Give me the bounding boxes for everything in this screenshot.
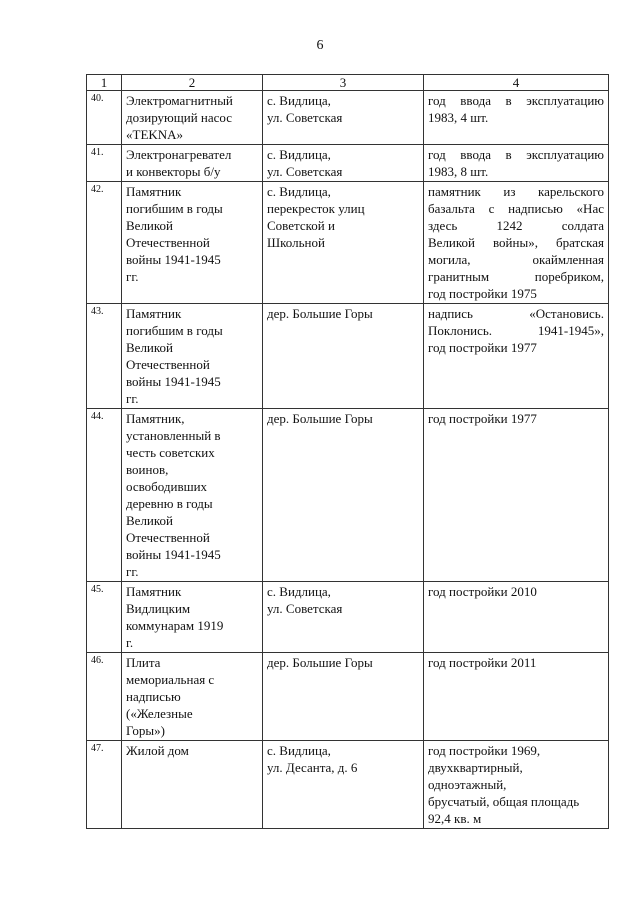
object-name-cell-line: надписью (126, 689, 181, 704)
row-number: 40. (87, 91, 122, 145)
table-row (87, 304, 609, 409)
object-name-cell-line: «TEKNA» (126, 127, 184, 142)
object-name-cell-line: мемориальная с (126, 672, 215, 687)
location-cell-line: дер. Большие Горы (267, 306, 373, 321)
row-number: 46. (87, 653, 122, 741)
location-cell-line: дер. Большие Горы (267, 411, 373, 426)
object-name-cell (122, 182, 263, 304)
object-name-cell-line: Великой (126, 513, 173, 528)
table-row (87, 653, 609, 741)
location-cell-line: ул. Десанта, д. 6 (267, 760, 358, 775)
location-cell-line: с. Видлица, (267, 93, 331, 108)
description-cell-line: год ввода в эксплуатацию (428, 93, 604, 108)
table-row (87, 182, 609, 304)
description-cell-line: надпись «Остановись. (428, 306, 604, 321)
table-header-row (87, 75, 609, 91)
location-cell (263, 145, 424, 182)
object-name-cell-line: Жилой дом (126, 743, 189, 758)
object-name-cell-line: установленный в (126, 428, 221, 443)
object-name-cell (122, 741, 263, 829)
description-cell-line: 1983, 8 шт. (428, 164, 489, 179)
description-cell-line: Великой войны», братская (428, 235, 604, 250)
object-name-cell-line: Электромагнитный (126, 93, 233, 108)
object-name-cell-line: Электронагревател (126, 147, 232, 162)
description-cell-line: год постройки 2011 (428, 655, 537, 670)
location-cell (263, 741, 424, 829)
row-number: 45. (87, 582, 122, 653)
row-number: 42. (87, 182, 122, 304)
object-name-cell-line: г. (126, 635, 134, 650)
description-cell (424, 582, 609, 653)
description-cell-line: базальта с надписью «Нас (428, 201, 604, 216)
description-cell-line: здесь 1242 солдата (428, 218, 604, 233)
description-cell-line: год постройки 1977 (428, 340, 537, 355)
location-cell-line: с. Видлица, (267, 184, 331, 199)
location-cell (263, 653, 424, 741)
description-cell-line: двухквартирный, (428, 760, 523, 775)
description-cell-line: год ввода в эксплуатацию (428, 147, 604, 162)
object-name-cell-line: Видлицким (126, 601, 191, 616)
location-cell-line: дер. Большие Горы (267, 655, 373, 670)
location-cell-line: перекресток улиц (267, 201, 365, 216)
location-cell-line: ул. Советская (267, 601, 343, 616)
object-name-cell-line: погибшим в годы (126, 201, 223, 216)
location-cell-line: ул. Советская (267, 164, 343, 179)
description-cell-line: год постройки 2010 (428, 584, 537, 599)
object-name-cell-line: Горы») (126, 723, 165, 738)
object-name-cell-line: деревню в годы (126, 496, 213, 511)
description-cell (424, 304, 609, 409)
column-header: 3 (263, 75, 424, 91)
object-name-cell-line: гг. (126, 269, 139, 284)
object-name-cell (122, 145, 263, 182)
row-number: 43. (87, 304, 122, 409)
location-cell (263, 304, 424, 409)
description-cell-line: год постройки 1977 (428, 411, 537, 426)
description-cell (424, 182, 609, 304)
description-cell (424, 653, 609, 741)
object-name-cell-line: Отечественной (126, 357, 210, 372)
row-number: 41. (87, 145, 122, 182)
object-name-cell (122, 653, 263, 741)
table-row (87, 145, 609, 182)
description-cell (424, 741, 609, 829)
table-row (87, 91, 609, 145)
location-cell (263, 409, 424, 582)
description-cell (424, 409, 609, 582)
object-name-cell (122, 409, 263, 582)
object-name-cell-line: и конвекторы б/у (126, 164, 221, 179)
object-name-cell-line: Отечественной (126, 530, 210, 545)
object-name-cell-line: Плита (126, 655, 161, 670)
description-cell-line: памятник из карельского (428, 184, 604, 199)
location-cell-line: Советской и (267, 218, 335, 233)
object-name-cell-line: Великой (126, 340, 173, 355)
column-header: 1 (87, 75, 122, 91)
row-number: 47. (87, 741, 122, 829)
location-cell-line: Школьной (267, 235, 325, 250)
object-name-cell-line: войны 1941-1945 (126, 374, 221, 389)
object-name-cell (122, 582, 263, 653)
location-cell (263, 182, 424, 304)
object-name-cell (122, 91, 263, 145)
object-name-cell-line: Памятник (126, 584, 182, 599)
description-cell-line: могила, окаймленная (428, 252, 604, 267)
object-name-cell-line: Великой (126, 218, 173, 233)
object-name-cell-line: Памятник (126, 184, 182, 199)
object-name-cell-line: войны 1941-1945 (126, 252, 221, 267)
object-name-cell (122, 304, 263, 409)
description-cell (424, 145, 609, 182)
object-name-cell-line: Памятник (126, 306, 182, 321)
location-cell-line: ул. Советская (267, 110, 343, 125)
object-name-cell-line: дозирующий насос (126, 110, 233, 125)
object-name-cell-line: войны 1941-1945 (126, 547, 221, 562)
description-cell-line: 92,4 кв. м (428, 811, 482, 826)
description-cell-line: Поклонись. 1941-1945», (428, 323, 604, 338)
object-name-cell-line: коммунарам 1919 (126, 618, 224, 633)
row-number: 44. (87, 409, 122, 582)
column-header: 4 (424, 75, 609, 91)
table-row (87, 741, 609, 829)
column-header: 2 (122, 75, 263, 91)
table-row (87, 582, 609, 653)
location-cell-line: с. Видлица, (267, 147, 331, 162)
object-name-cell-line: честь советских (126, 445, 215, 460)
description-cell-line: одноэтажный, (428, 777, 507, 792)
object-name-cell-line: гг. (126, 391, 139, 406)
object-name-cell-line: Отечественной (126, 235, 210, 250)
object-name-cell-line: воинов, (126, 462, 169, 477)
object-name-cell-line: освободивших (126, 479, 208, 494)
page-number: 6 (316, 38, 324, 53)
object-name-cell-line: погибшим в годы (126, 323, 223, 338)
description-cell-line: гранитным поребриком, (428, 269, 604, 284)
location-cell-line: с. Видлица, (267, 584, 331, 599)
location-cell-line: с. Видлица, (267, 743, 331, 758)
description-cell-line: год постройки 1975 (428, 286, 537, 301)
object-name-cell-line: гг. (126, 564, 139, 579)
description-cell-line: год постройки 1969, (428, 743, 541, 758)
description-cell-line: 1983, 4 шт. (428, 110, 489, 125)
location-cell (263, 91, 424, 145)
object-name-cell-line: Памятник, (126, 411, 185, 426)
description-cell (424, 91, 609, 145)
object-name-cell-line: («Железные (126, 706, 193, 721)
location-cell (263, 582, 424, 653)
property-table (86, 74, 609, 829)
description-cell-line: брусчатый, общая площадь (428, 794, 580, 809)
table-row (87, 409, 609, 582)
